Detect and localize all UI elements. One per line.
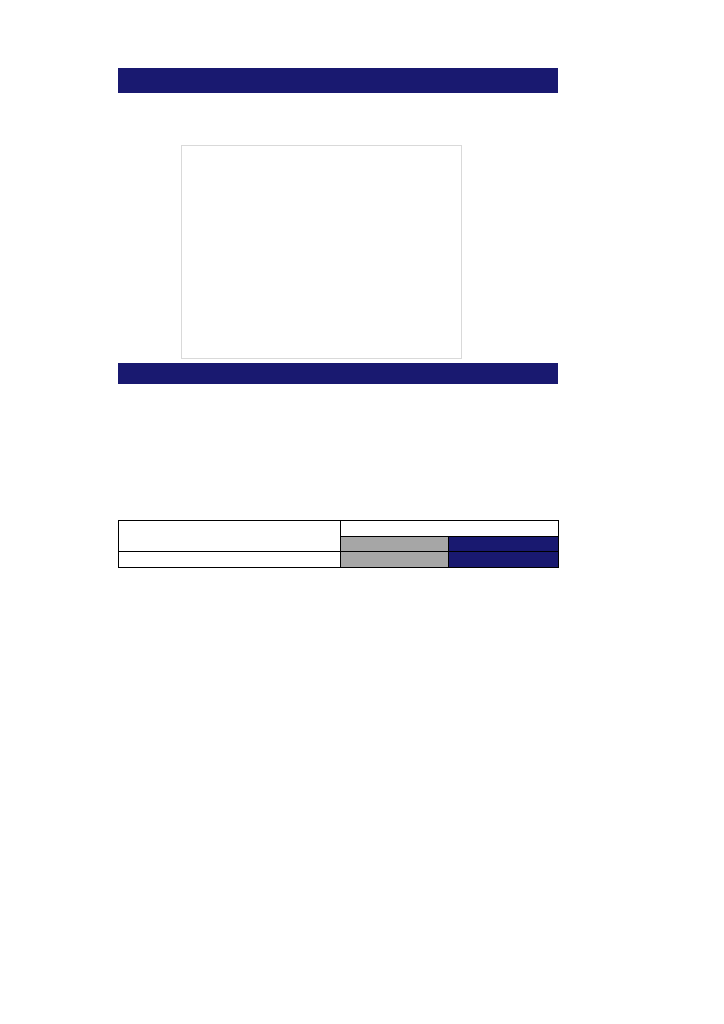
bar-chart-canvas (182, 146, 461, 358)
summary-table (116, 385, 558, 409)
exams-header-tipo (119, 521, 341, 552)
total-label (119, 552, 341, 568)
exams-header-2024 (341, 537, 449, 552)
page-title (118, 68, 558, 93)
exams-table (118, 520, 559, 568)
summary-header-row (118, 387, 556, 407)
total-2024 (341, 552, 449, 568)
exams-header-group (341, 521, 559, 537)
summary-title (118, 363, 558, 384)
summary-header-ano (118, 387, 227, 407)
bar-chart (181, 145, 462, 359)
exams-header-2025 (449, 537, 559, 552)
total-2025 (449, 552, 559, 568)
exams-total-row (119, 552, 559, 568)
summary-header-valor (337, 387, 556, 407)
exams-header-row-1 (119, 521, 559, 537)
summary-header-quantidade (229, 387, 335, 407)
